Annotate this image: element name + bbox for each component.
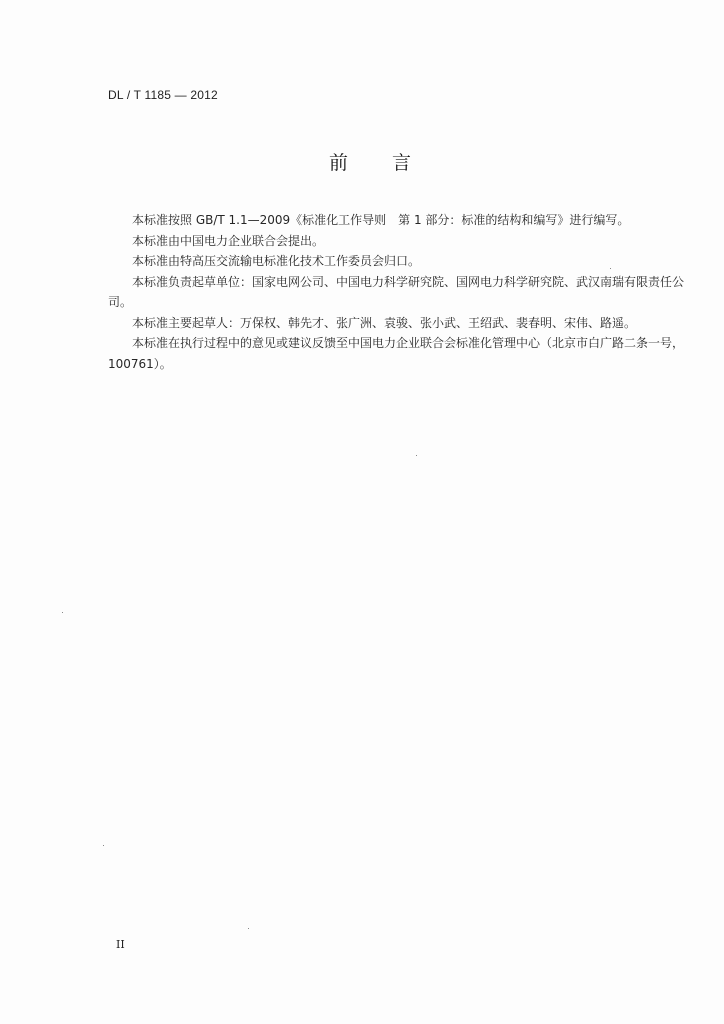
scan-speck bbox=[610, 268, 611, 269]
paragraph-proposer: 本标准由中国电力企业联合会提出。 bbox=[132, 233, 325, 248]
paragraph-drafters: 本标准主要起草人：万保权、韩先才、张广洲、袁骏、张小武、王绍武、裴春明、宋伟、路遥。 bbox=[132, 315, 637, 330]
scan-speck bbox=[416, 455, 417, 456]
paragraph-feedback: 本标准在执行过程中的意见或建议反馈至中国电力企业联合会标准化管理中心（北京市白广路二条一号，100761）。 bbox=[108, 336, 685, 371]
paragraph-compilation-basis: 本标准按照 GB/T 1.1—2009《标准化工作导则 第 1 部分：标准的结构和编写》进行编写。 bbox=[132, 213, 630, 227]
paragraph-drafting-units: 本标准负责起草单位：国家电网公司、中国电力科学研究院、国网电力科学研究院、武汉南瑞有限责任公司。 bbox=[108, 274, 685, 309]
scan-speck bbox=[62, 612, 63, 613]
section-title-foreword: 前言 bbox=[328, 152, 455, 174]
page-number: II bbox=[116, 938, 125, 951]
scan-speck bbox=[248, 928, 249, 929]
paragraph-technical-committee: 本标准由特高压交流输电标准化技术工作委员会归口。 bbox=[132, 254, 421, 268]
scan-speck bbox=[103, 845, 104, 846]
document-code: DL / T 1185 — 2012 bbox=[108, 88, 218, 102]
foreword-body bbox=[108, 210, 684, 374]
